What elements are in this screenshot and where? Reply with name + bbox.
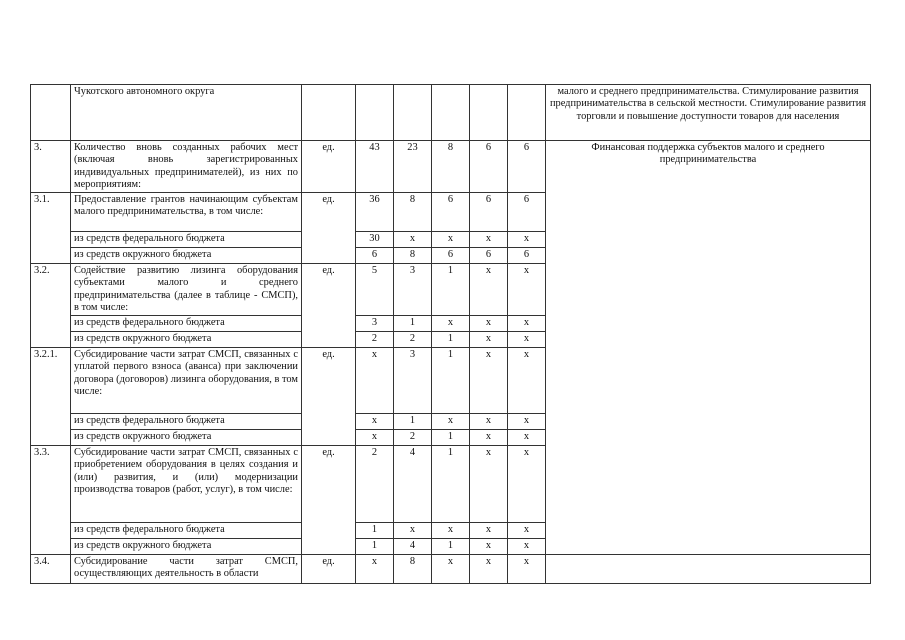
row-unit: ед. <box>302 193 356 264</box>
row-unit: ед. <box>302 348 356 446</box>
value-cell: 3 <box>356 316 394 332</box>
row-description: из средств окружного бюджета <box>71 248 302 264</box>
value-cell: 8 <box>394 193 432 232</box>
value-cell: 8 <box>394 248 432 264</box>
value-cell: х <box>508 555 546 584</box>
value-cell <box>356 85 394 141</box>
row-description: Предоставление грантов начинающим субъектам малого предпринимательства, в том числе: <box>71 193 302 232</box>
value-cell: х <box>508 523 546 539</box>
value-cell: 1 <box>432 348 470 414</box>
value-cell <box>470 85 508 141</box>
value-cell: 5 <box>356 264 394 316</box>
row-description: из средств окружного бюджета <box>71 332 302 348</box>
value-cell: х <box>356 414 394 430</box>
row-description: Содействие развитию лизинга оборудования субъектами малого и среднего предпринимательства (далее в таблице - СМСП), в том числе: <box>71 264 302 316</box>
value-cell: 23 <box>394 141 432 193</box>
value-cell: х <box>470 539 508 555</box>
value-cell: х <box>432 232 470 248</box>
table-row <box>31 555 871 584</box>
value-cell: 1 <box>432 539 470 555</box>
row-description: Количество вновь созданных рабочих мест (включая вновь зарегистрированных индивидуальных предпринимателей), из них по мероприятиям: <box>71 141 302 193</box>
value-cell <box>432 85 470 141</box>
value-cell: х <box>432 316 470 332</box>
row-description: из средств федерального бюджета <box>71 414 302 430</box>
row-number: 3.1. <box>31 193 71 264</box>
value-cell: х <box>470 348 508 414</box>
row-unit: ед. <box>302 141 356 193</box>
row-description: Субсидирование части затрат СМСП, осуществляющих деятельность в области <box>71 555 302 584</box>
row-description: из средств федерального бюджета <box>71 316 302 332</box>
value-cell: 6 <box>508 248 546 264</box>
value-cell: х <box>432 523 470 539</box>
program-task-note: Финансовая поддержка субъектов малого и среднего предпринимательства <box>546 141 871 555</box>
value-cell: х <box>356 555 394 584</box>
row-number: 3.3. <box>31 446 71 555</box>
value-cell: х <box>470 414 508 430</box>
value-cell: х <box>508 430 546 446</box>
row-description: из средств федерального бюджета <box>71 232 302 248</box>
value-cell: 3 <box>394 264 432 316</box>
value-cell: 43 <box>356 141 394 193</box>
row-description: Чукотского автономного округа <box>71 85 302 141</box>
value-cell: 1 <box>432 430 470 446</box>
value-cell: х <box>508 332 546 348</box>
row-unit: ед. <box>302 555 356 584</box>
value-cell: 3 <box>394 348 432 414</box>
value-cell: 8 <box>432 141 470 193</box>
value-cell: х <box>508 264 546 316</box>
value-cell: х <box>356 348 394 414</box>
value-cell: 6 <box>470 141 508 193</box>
value-cell: 4 <box>394 446 432 523</box>
value-cell: х <box>470 232 508 248</box>
value-cell: 4 <box>394 539 432 555</box>
value-cell: 6 <box>508 193 546 232</box>
row-description: Субсидирование части затрат СМСП, связанных с приобретением оборудования в целях создания и (или) развития, и (или) модернизации производства товаров (работ, услуг), в том числе: <box>71 446 302 523</box>
value-cell: 1 <box>432 264 470 316</box>
row-unit: ед. <box>302 446 356 555</box>
value-cell: х <box>432 555 470 584</box>
row-description: из средств окружного бюджета <box>71 430 302 446</box>
value-cell: х <box>470 316 508 332</box>
value-cell: х <box>394 232 432 248</box>
value-cell: х <box>508 232 546 248</box>
value-cell: 6 <box>432 193 470 232</box>
row-number: 3.4. <box>31 555 71 584</box>
value-cell: 1 <box>356 523 394 539</box>
row-number <box>31 85 71 141</box>
value-cell: х <box>470 446 508 523</box>
value-cell: х <box>470 555 508 584</box>
value-cell: 6 <box>470 248 508 264</box>
value-cell: 2 <box>394 332 432 348</box>
value-cell: х <box>470 332 508 348</box>
row-number: 3. <box>31 141 71 193</box>
indicators-table <box>30 84 871 584</box>
row-number: 3.2. <box>31 264 71 348</box>
row-description: из средств федерального бюджета <box>71 523 302 539</box>
value-cell: х <box>356 430 394 446</box>
value-cell: х <box>508 316 546 332</box>
value-cell: х <box>432 414 470 430</box>
value-cell: 6 <box>508 141 546 193</box>
value-cell: 6 <box>356 248 394 264</box>
value-cell: 8 <box>394 555 432 584</box>
program-task-note <box>546 555 871 584</box>
value-cell: х <box>508 348 546 414</box>
value-cell: 1 <box>394 316 432 332</box>
value-cell: х <box>508 446 546 523</box>
row-unit <box>302 85 356 141</box>
value-cell: 2 <box>356 446 394 523</box>
value-cell: х <box>508 539 546 555</box>
value-cell: 6 <box>470 193 508 232</box>
row-description: Субсидирование части затрат СМСП, связанных с уплатой первого взноса (аванса) при заключении договора (договоров) лизинга оборудования, в том числе: <box>71 348 302 414</box>
row-unit: ед. <box>302 264 356 348</box>
program-task-note: малого и среднего предпринимательства. Стимулирование развития предпринимательства в сельской местности. Стимулирование развития торговли и повышение доступности товаров для населения <box>546 85 871 141</box>
table-row <box>31 85 871 141</box>
value-cell: 6 <box>432 248 470 264</box>
row-number: 3.2.1. <box>31 348 71 446</box>
value-cell: 30 <box>356 232 394 248</box>
value-cell: х <box>394 523 432 539</box>
table-row <box>31 141 871 193</box>
value-cell <box>508 85 546 141</box>
value-cell: х <box>470 430 508 446</box>
value-cell: 1 <box>394 414 432 430</box>
value-cell <box>394 85 432 141</box>
value-cell: х <box>470 523 508 539</box>
value-cell: 2 <box>356 332 394 348</box>
value-cell: 1 <box>432 332 470 348</box>
row-description: из средств окружного бюджета <box>71 539 302 555</box>
value-cell: х <box>470 264 508 316</box>
value-cell: 36 <box>356 193 394 232</box>
value-cell: 1 <box>356 539 394 555</box>
value-cell: 1 <box>432 446 470 523</box>
value-cell: 2 <box>394 430 432 446</box>
value-cell: х <box>508 414 546 430</box>
